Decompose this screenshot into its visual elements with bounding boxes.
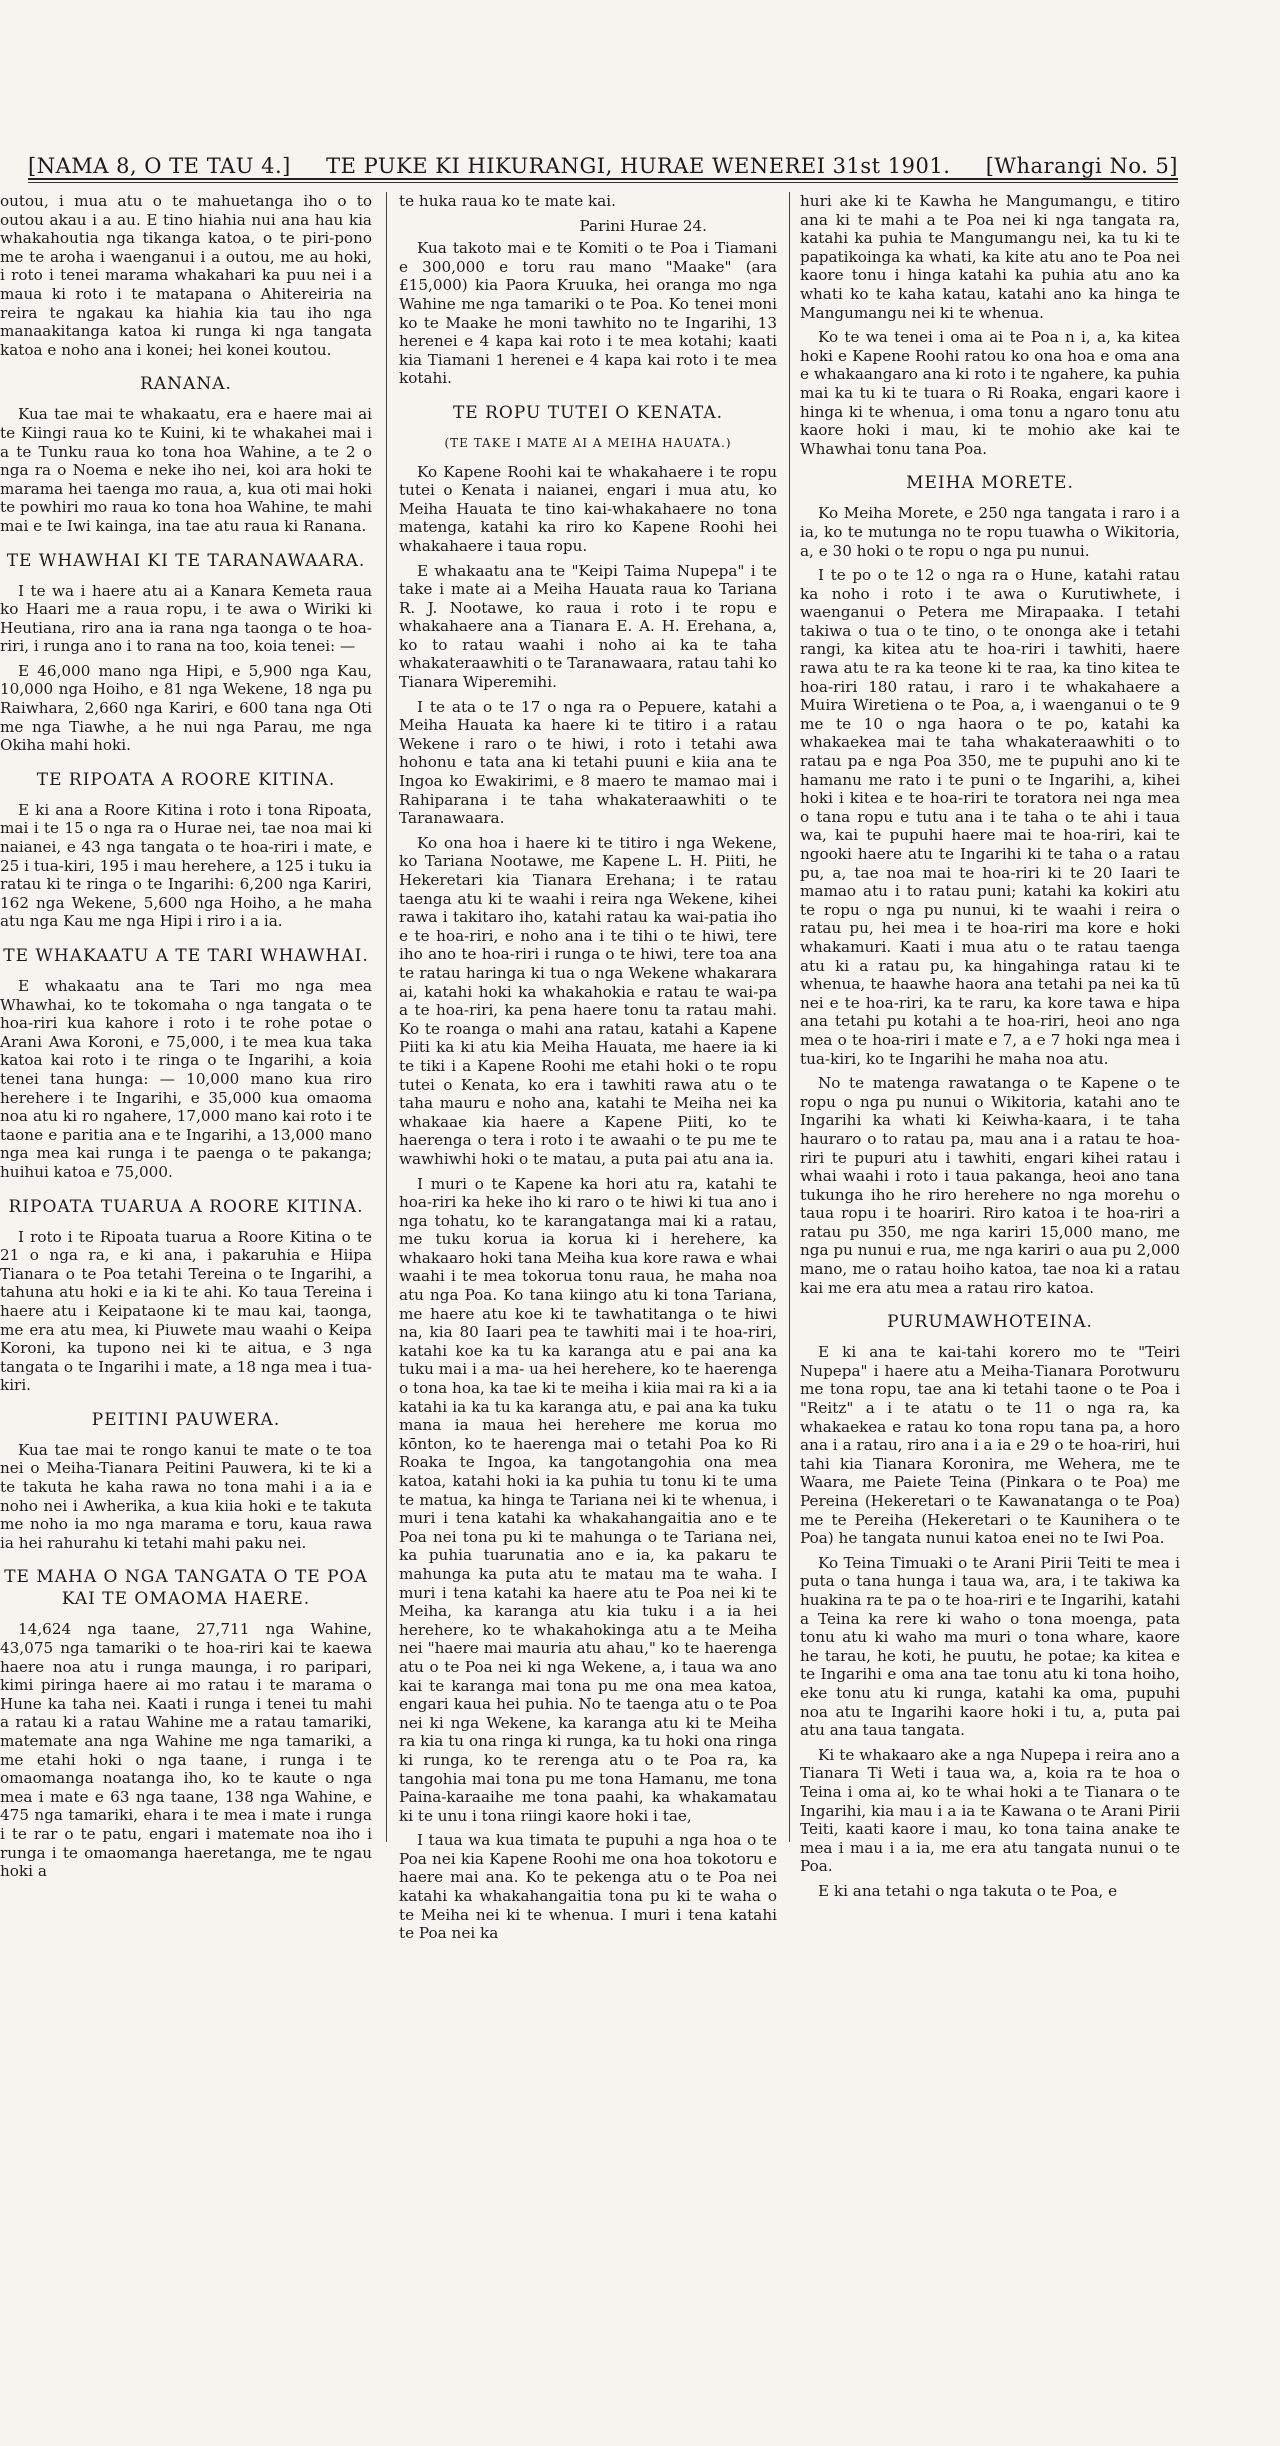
- column-2: [399, 192, 777, 1949]
- column-divider: [789, 192, 790, 1842]
- article-heading: MEIHA MORETE.: [906, 473, 1074, 494]
- article-paragraph: Ko ona hoa i haere ki te titiro i nga Wekene, ko Tariana Nootawe, me Kapene L. H. Piiti, he Hekeretari kia Tianara Erehana; i te ratau taenga atu ki te waahi i reira nga Wekene, kihei rawa i takitaro iho, katahi ratau ka wai-patia iho e te hoa-riri, e noho ana i te tihi o te hiwi, tere iho ano te hoa-riri i runga o te hiwi, tere toa ana te ratau haringa ki tua o nga Wekene whakarara ai, katahi hoki ka whakahokia e ratau te wai-pa a te hoa-riri, ka pena haere tonu ta ratau mahi. Ko te roanga o mahi ana ratau, katahi a Kapene Piiti ka ki atu kia Meiha Hauata, me haere ia ki te tiki i a Kapene Roohi me etahi hoki o te ropu tutei o Kenata, ko era i tawhiti rawa atu o te taha mauru e noho ana, katahi te Meiha nei ka whakaae kia haere a Kapene Piiti, ko te haerenga o tera i roto i te awaahi o te pu me te wawhiwhi hoki o te matau, a puta pai atu ana ia.: [399, 833, 777, 1168]
- article-paragraph: Ko Teina Timuaki o te Arani Pirii Teiti te mea i puta o tana hunga i taua wa, ara, i te takiwa ka huakina ra te pa o te hoa-riri e te Ingarihi, katahi a Teina ka rere ki waho o tona moenga, pata tonu atu ki waho ma muri o tona whare, kaore he tarau, he koti, he puutu, he potae; ka kitea e te Ingarihi e oma ana tae tonu atu ki tona hoiho, eke tonu atu ki runga, katahi ka oma, pupuhi noa atu te Ingarihi kaore hoki i tu, a, puta pai atu ana taua tangata.: [800, 1553, 1180, 1740]
- article-heading: PURUMAWHOTEINA.: [887, 1312, 1093, 1333]
- article-paragraph: Ko te wa tenei i oma ai te Poa n i, a, ka kitea hoki e Kapene Roohi ratou ko ona hoa e oma ana e whakaangaro ana ki roto i te ngahere, ka puhia mai ka tu ki te tuara o Ri Roaka, engari kaore i hinga ki te whenua, i oma tonu a ngaro tonu atu kaore hoki i mau, ki te mohio ake kai te Whawhai tonu tana Poa.: [800, 328, 1180, 458]
- article-subheading: (TE TAKE I MATE AI A MEIHA HAUATA.): [444, 435, 732, 450]
- article-paragraph: I te ata o te 17 o nga ra o Pepuere, katahi a Meiha Hauata ka haere ki te titiro i a ratau Wekene i raro o te hiwi, i roto i tetahi awa hohonu e tata ana ki tetahi puuni e kiia ana te Ingoa ko Ewakirimi, e 8 maero te mamao mai i Rahiparana i te taha whakateraawhiti o te Taranawaara.: [399, 697, 777, 828]
- article-heading: TE ROPU TUTEI O KENATA.: [452, 402, 724, 423]
- page-header: [28, 148, 1178, 180]
- column-3: [800, 192, 1180, 1906]
- article-paragraph: I te wa i haere atu ai a Kanara Kemeta raua ko Haari me a raua ropu, i te awa o Wiriki ki Heutiana, riro ana ia rana nga taonga o te hoa-riri, i runga ano i to rana na too, koia tenei: —: [0, 581, 372, 656]
- article-heading: TE WHAWHAI KI TE TARANAWAARA.: [6, 550, 366, 571]
- article-paragraph: Kua tae mai te rongo kanui te mate o te toa nei o Meiha-Tianara Peitini Pauwera, ki te ki a te takuta he kaha rawa no tona mahi i a ia e noho nei i Awherika, a kua kiia hoki e te takuta me noho ia mo nga marama e toru, kaua rawa ia hei rahurahu ki tetahi mahi paku nei.: [0, 1440, 372, 1552]
- article-paragraph: E ki ana a Roore Kitina i roto i tona Ripoata, mai i te 15 o nga ra o Hurae nei, tae noa mai ki naianei, e 43 nga tangata o te hoa-riri i mate, e 25 i tua-kiri, 195 i mau herehere, a 125 i tuku ia ratau ki te ringa o te Ingarihi: 6,200 nga Kariri, 162 nga Wekene, 5,600 nga Hoiho, a he maha atu nga Kau me nga Hipi i riro i a ia.: [0, 800, 372, 931]
- article-heading: TE MAHA O NGA TANGATA O TE POA KAI TE OMAOMA HAERE.: [4, 1567, 368, 1610]
- article-paragraph: I muri o te Kapene ka hori atu ra, katahi te hoa-riri ka heke iho ki raro o te hiwi ki tua ano i nga tohatu, ko te karangatanga mai ki a ratau, me tuku korua ia korua ki i herehere, ka whakaaro hoki tana Meiha kua kore rawa e whai waahi i te mea tokorua tonu raua, he maha noa atu nga Poa. Ko tana kiingo atu ki tona Tariana, me haere atu koe ki te tawhatitanga o te hiwi na, kia 80 Iaari pea te tawhiti mai i te hoa-riri, katahi koe ka tu ka karanga atu e pai ana ka tuku mai i a ma- ua hei herehere, ko te haerenga o tona hoa, ka tae ki te meiha i kiia mai ra ki a ia katahi ia ka tu ka karanga atu, e pai ana ka tuku mana ia maua hei herehere me korua mo kōnton, ko te haerenga mai o tetahi Poa ko Ri Roaka te Ingoa, ka tangotangohia ona mea katoa, katahi hoki ia ka puhia tu tonu ki te uma te matua, ka hinga te Tariana nei ki te whenua, i muri i tena katahi ka whakahangaitia ano e te Poa nei tona pu ki te mahunga o te Tariana nei, ka puhia tuarunatia ano e ia, ka pakaru te mahunga ka puta atu te matau ma te waha. I muri i tena katahi ka haere atu te Poa nei ki te Meiha, ka karanga atu kia tuku i a ia hei herehere, ko te whakahokinga atu a te Meiha nei "haere mai mauria atu ahau," ko te haerenga atu o te Poa nei ki nga Wekene, a, i taua wa ano kai te karanga mai tona pu me ona mea katoa, engari kaua hei puhia. No te taenga atu o te Poa nei ki nga Wekene, ka karanga atu ki te Meiha ra kia tu ona ringa ki runga, ka tu hoki ona ringa ki runga, ko te rerenga atu o te Poa ra, ka tangohia mai tona pu me tona Hamanu, me tona Paina-karaaihe me tona paahi, ka whakamatau ki te unu i tona riingi kaore hoki i tae,: [399, 1174, 777, 1825]
- header-rule: [28, 182, 1178, 183]
- page-number: [Wharangi No. 5]: [985, 154, 1178, 178]
- article-paragraph: Ko Kapene Roohi kai te whakahaere i te ropu tutei o Kenata i naianei, engari i mua atu, ko Meiha Hauata te tino kai-whakahaere no tona matenga, katahi ka riro ko Kapene Roohi hei whakahaere i taua ropu.: [399, 462, 777, 555]
- article-paragraph: I taua wa kua timata te pupuhi a nga hoa o te Poa nei kia Kapene Roohi me ona hoa tokotoru e haere mai ana. Ko te pekenga atu o te Poa nei katahi ka whakahangaitia tona pu ki te waha o te Meiha nei ki te whenua. I muri i tena katahi te Poa nei ka: [399, 1831, 777, 1943]
- article-paragraph: E whakaatu ana te Tari mo nga mea Whawhai, ko te tokomaha o nga tangata o te hoa-riri kua kahore i roto i te rohe potae o Arani Awa Koroni, e 75,000, i te mea kua taka katoa kai roto i te ringa o te Ingarihi, a koia tenei tana hunga: — 10,000 mano kua riro herehere i te Ingarihi, e 35,000 kua omaoma noa atu ki ro ngahere, 17,000 mano kai roto i te taone e paritia ana e te Ingarihi, a 13,000 mano nga mea kai runga i te paenga o te pakanga; huihui katoa e 75,000.: [0, 977, 372, 1181]
- issue-number: [NAMA 8, O TE TAU 4.]: [28, 154, 291, 178]
- masthead-title: TE PUKE KI HIKURANGI, HURAE WENEREI 31st 1901.: [326, 154, 951, 178]
- article-paragraph: I te po o te 12 o nga ra o Hune, katahi ratau ka noho i roto i te awa o Kurutiwhete, i waenganui o Petera me Mirapaaka. I tetahi takiwa o tua o te tino, o te ononga ake i tetahi rangi, ka kitea atu te hoa-riri i tawhiti, haere rawa atu te ra ka teone ki te raa, ka tino kitea te hoa-riri 180 ratau, i raro i te whakahaere a Muira Wiretiena o te Poa, a, i waenganui o te 9 me te 10 o nga haora o te po, katahi ka whakaekea mai te taha whakateraawhiti o to ratau pa e nga Poa 350, me te pupuhi ano ki te hamanu me rato i te puni o te Ingarihi, a, kihei hoki i kitea e te hoa-riri te toratora nei nga mea o tana ropu e tutu ana i te taha o te ahi i taua wa, kai te pupuhi haere mai te hoa-riri, kai te ngooki haere atu te Ingarihi ki te taha o a ratau pu, a, tae noa mai te hoa-riri ki te 20 Iaari te mamao atu i to ratau puni; katahi ka kokiri atu te ropu o nga pu nunui, ki te waahi i reira o ratau pu, hei mea i te hoa-riri ma kore e hoki whakamuri. Kaati i mua atu o te ratau taenga atu ki a ratau pu, ka hingahinga ratau ki te whenua, te haawhe haora ana tetahi pa nei ka tū nei e te hoa-riri, ka te raru, ka kore tawa e hipa ana tetahi pu kotahi a te hoa-riri, heoi ano nga mea o te hoa-riri i mate e 7, a e 7 hoki nga mea i tua-kiri, ko te Ingarihi he maha noa atu.: [800, 566, 1180, 1068]
- article-paragraph: Ki te whakaaro ake a nga Nupepa i reira ano a Tianara Ti Weti i taua wa, a, koia ra te hoa o Teina i oma ai, ko te whai hoki a te Tianara o te Ingarihi, kia mau i a ia te Kawana o te Arani Pirii Teiti, kaati kaore i mau, ko tona taina anake te mea i mau i a ia, me era atu tangata nunui o te Poa.: [800, 1745, 1180, 1876]
- article-paragraph: outou, i mua atu o te mahuetanga iho o to outou akau i a au. E tino hiahia nui ana hau kia whakahoutia nga tikanga katoa, o te piri-pono me te aroha i waenganui i a outou, me au hoki, i roto i tenei marama whakahari ka puu nei i a maua ki roto i te matapana o Ahitereiria na reira te ngakau ka hiahia kia tau iho nga manaakitanga katoa ki runga ki nga tangata katoa e noho ana i konei; hei konei koutou.: [0, 192, 372, 359]
- article-heading: RANANA.: [140, 374, 232, 395]
- article-paragraph: huri ake ki te Kawha he Mangumangu, e titiro ana ki te mahi a te Poa nei ki nga tangata ra, katahi ka puhia te Mangumangu nei, ka tu ki te papatikoinga ka whati, ka kite atu ano te Poa nei kaore tonu i hinga katahi ka puhia atu ano ka whati ko te kaha katau, katahi ano ka hinga te Mangumangu nei ki te whenua.: [800, 192, 1180, 322]
- column-1: [0, 192, 372, 1887]
- article-paragraph: E ki ana te kai-tahi korero mo te "Teiri Nupepa" i haere atu a Meiha-Tianara Porotwuru me tona ropu, tae ana ki tetahi taone o te Poa i "Reitz" a i te atatu o te 11 o nga ra, ka whakaekea e ratau ko tona ropu tana pa, a horo ana i a ratau, riro ana i a ia e 29 o te hoa-riri, hui tahi kia Tianara Koronira, me Wehera, me te Waara, me Paiete Teina (Pinkara o te Poa) me Pereina (Hekeretari o te Kawanatanga o te Poa) me te Pereiha (Hekeretari o te Kaunihera o te Poa) he tangata nunui katoa enei no te Iwi Poa.: [800, 1343, 1180, 1548]
- article-paragraph: I roto i te Ripoata tuarua a Roore Kitina o te 21 o nga ra, e ki ana, i pakaruhia e Hiipa Tianara o te Poa tetahi Tereina o te Ingarihi, a tahuna atu hoki e ia ki te ahi. Ko taua Tereina i haere atu i Keipataone ki te mau kai, taonga, me era atu mea, ki Piuwete mau waahi o Keipa Koroni, ka tupono nei ki te aituа, e 3 nga tangata o te Ingarihi i mate, a 18 nga mea i tua-kiri.: [0, 1227, 372, 1395]
- article-paragraph: te huka raua ko te mate kai.: [399, 192, 616, 210]
- article-paragraph: E whakaatu ana te "Keipi Taima Nupepa" i te take i mate ai a Meiha Hauata raua ko Tariana R. J. Nootawe, ko raua i roto i te ropu e whakahaere ana a Tianara E. A. H. Erehana, a, ko to ratau waahi i noho ai ka te taha whakateraawhiti o te Taranawaara, ratau tahi ko Tianara Wiperemihi.: [399, 561, 777, 692]
- article-paragraph: No te matenga rawatanga o te Kapene o te ropu o nga pu nunui o Wikitoria, katahi ano te Ingarihi ka whati ki Keiwha-kaara, i te taha hauraro o to ratau pa, mau ana i a ratau te hoa-riri te pupuri atu i tawhiti, engari kihei ratau i whai waahi i roto i taua pakanga, heoi ano tana tukunga iho he riro herehere no nga morehu o taua ropu i te hoariri. Riro katoa i te hoa-riri a ratau pu 350, me nga kariri 15,000 mano, me nga pu nunui e rua, me nga kariri o aua pu 2,000 mano, me o ratau hoiho katoa, tae noa ki a ratau kai me era atu mea a ratau riro katoa.: [800, 1074, 1180, 1297]
- article-heading: PEITINI PAUWERA.: [91, 1409, 281, 1430]
- article-paragraph: Ko Meiha Morete, e 250 nga tangata i raro i a ia, ko te mutunga no te ropu tuawha o Wikitoria, a, e 30 hoki o te ropu o nga pu nunui.: [800, 504, 1180, 560]
- article-heading: TE WHAKAATU A TE TARI WHAWHAI.: [3, 946, 369, 966]
- dateline: Parini Hurae 24.: [579, 216, 707, 235]
- article-paragraph: 14,624 nga taane, 27,711 nga Wahine, 43,075 nga tamariki o te hoa-riri kai te kaewa haere noa atu i runga maunga, i ro paripari, kimi piringa haere ai mo ratau i te marama o Hune ka taha nei. Kaati i runga i tenei tu mahi a ratau ki a ratau Wahine me a ratau tamariki, matemate ana nga Wahine me nga tamariki, a me etahi hoki o nga taane, i runga i te omaomanga noatanga iho, ko te kaute o nga mea i mate e 63 nga taane, 138 nga Wahine, e 475 nga tamariki, ehara i te mea i mate i runga i te rar o te patu, engari i matemate noa iho i runga i te omaomanga haeretanga, me te ngau hoki a: [0, 1620, 372, 1881]
- article-paragraph: Kua tae mai te whakaatu, era e haere mai ai te Kiingi raua ko te Kuini, ki te whakahei mai i a te Tunku raua ko tona hoa Wahine, a te 2 o nga ra o Noema e neke iho nei, koi ara hoki te marama hei taenga mo raua, a, kua oti mai hoki te powhiri mo raua ko tona hoa Wahine, te mahi mai e te Iwi kainga, ina tae atu raua ki Ranana.: [0, 405, 372, 535]
- article-paragraph: E ki ana tetahi o nga takuta o te Poa, e: [818, 1881, 1118, 1900]
- article-paragraph: E 46,000 mano nga Hipi, e 5,900 nga Kau, 10,000 nga Hoiho, e 81 nga Wekene, 18 nga pu Raiwhara, 2,660 nga Kariri, e 600 tana nga Oti me nga Tiawhe, a he nui nga Parau, me nga Okiha mahi hoki.: [0, 661, 372, 755]
- column-divider: [386, 192, 387, 1842]
- article-heading: TE RIPOATA A ROORE KITINA.: [36, 769, 336, 790]
- article-paragraph: Kua takoto mai e te Komiti o te Poa i Tiamani e 300,000 e toru rau mano "Maake" (ara £15,000) kia Paora Kruuka, hei oranga mo nga Wahine me nga tamariki o te Poa. Ko tenei moni ko te Maake he moni tawhito no te Ingarihi, 13 herenei e 4 kapa kai roto i te mea kotahi; kaati kia Tiamani 1 herenei e 4 kapa kai roto i te mea kotahi.: [399, 239, 777, 388]
- article-heading: RIPOATA TUARUA A ROORE KITINA.: [8, 1196, 364, 1217]
